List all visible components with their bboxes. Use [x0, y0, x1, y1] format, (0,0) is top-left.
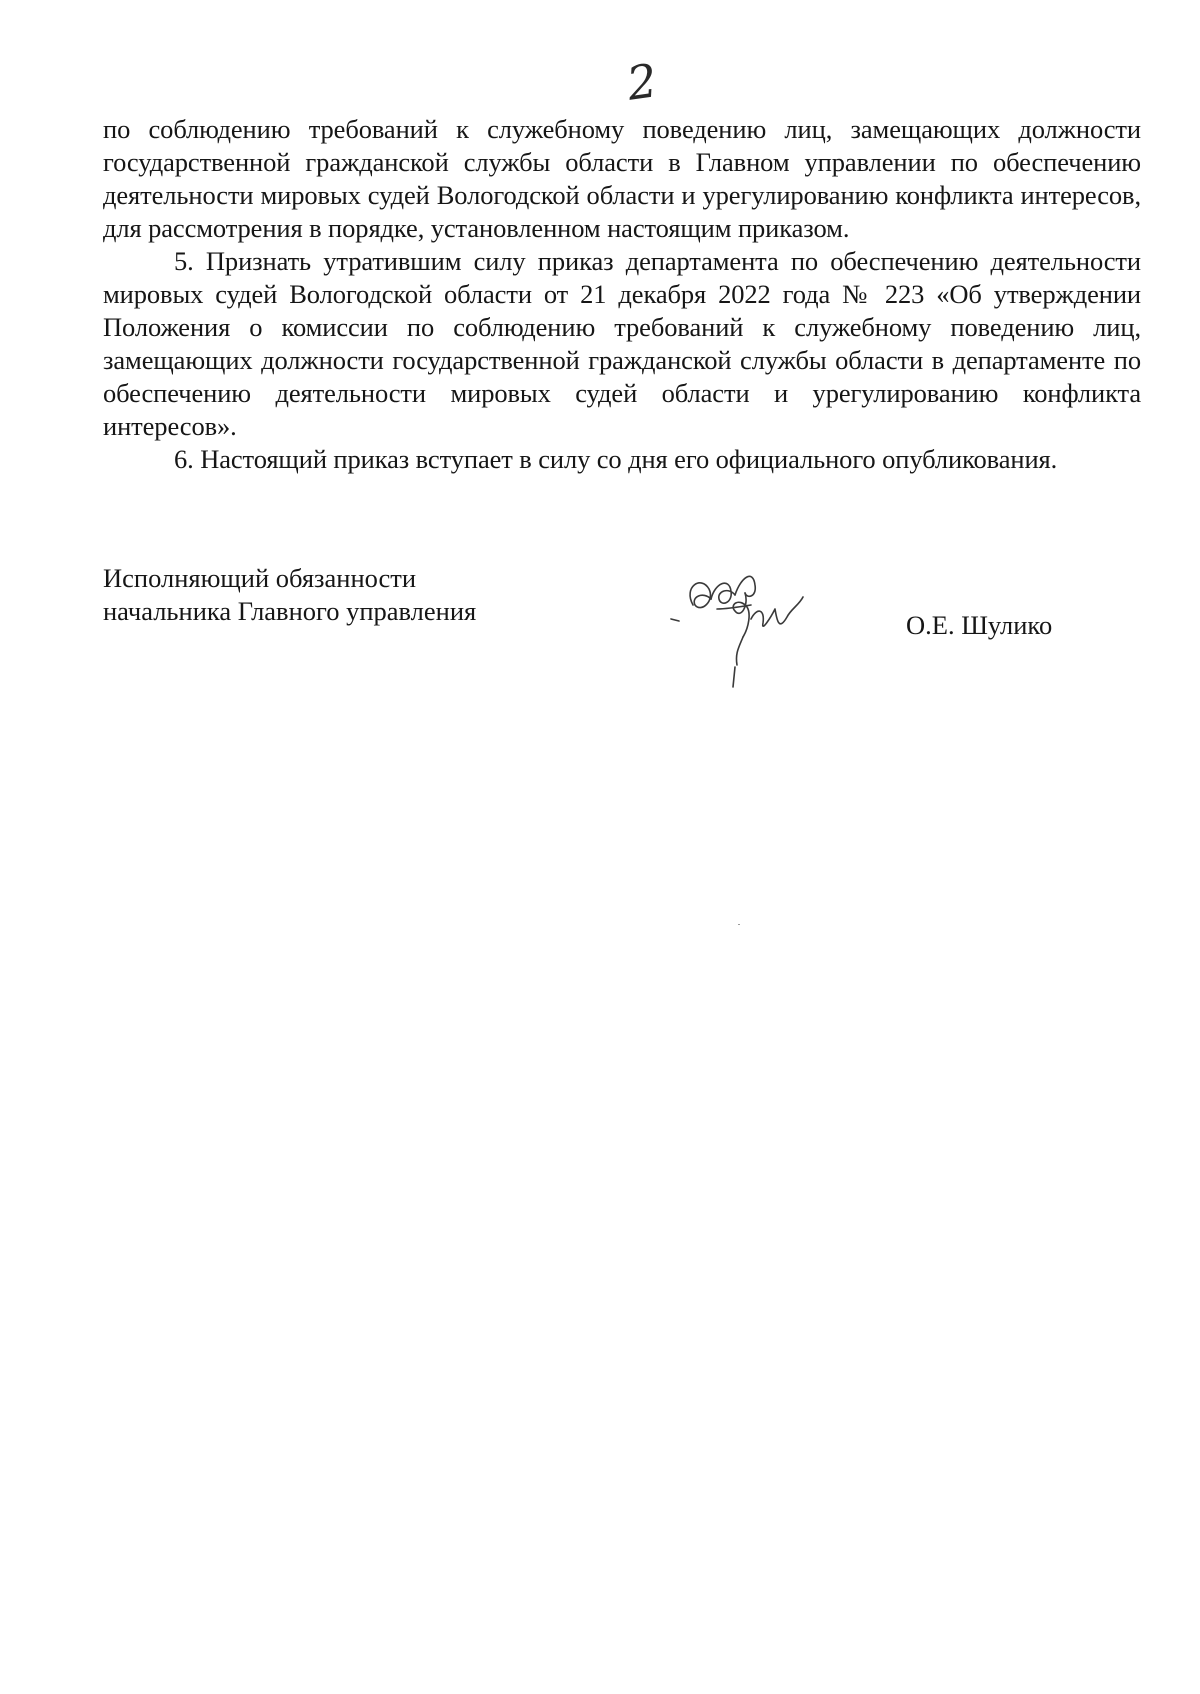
signatory-name: О.Е. Шулико: [906, 610, 1053, 640]
signatory-role-line-2: начальника Главного управления: [103, 596, 477, 626]
paragraph-continuation: по соблюдению требований к служебному поведению лиц, замещающих должности государственной гражданской службы области в Главном управлении по обеспечению деятельности мировых судей Вологодской области и урегулированию конфликта интересов, для рассмотрения в порядке, установленном настоящим приказом.: [103, 114, 1141, 243]
page-number: 2: [623, 53, 661, 111]
handwritten-signature-icon: [631, 547, 851, 697]
document-body: [103, 113, 1141, 476]
paragraph-item-6: 6. Настоящий приказ вступает в силу со дня его официального опубликования.: [174, 444, 1058, 474]
signature-block: [103, 562, 1143, 702]
signatory-role-line-1: Исполняющий обязанности: [103, 563, 417, 593]
scan-speck: [738, 924, 740, 925]
paragraph-item-5: 5. Признать утратившим силу приказ департамента по обеспечению деятельности мировых судей Вологодской области от 21 декабря 2022 года № 223 «Об утверждении Положения о комиссии по соблюдению требований к служебному поведению лиц, замещающих должности государственной гражданской службы области в департаменте по обеспечению деятельности мировых судей области и урегулированию конфликта интересов».: [103, 246, 1141, 441]
signatory-role: [103, 562, 476, 628]
